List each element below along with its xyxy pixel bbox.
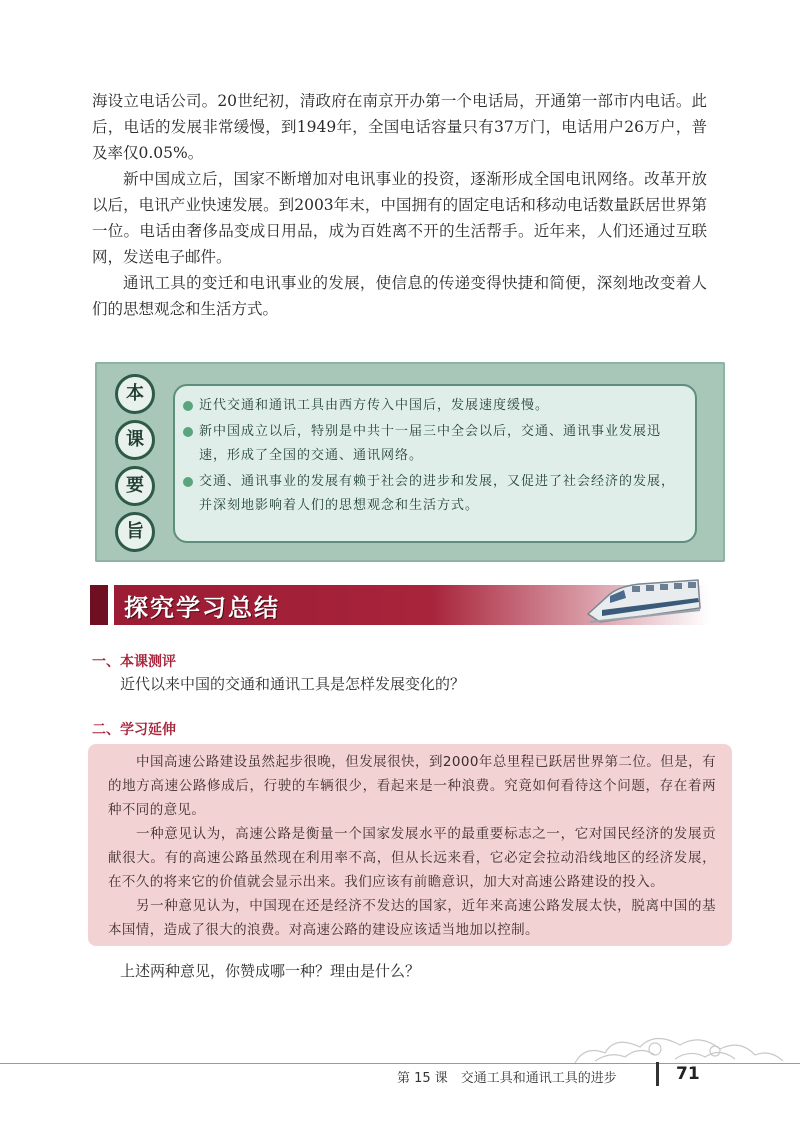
summary-item-1-text: 近代交通和通讯工具由西方传入中国后，发展速度缓慢。 (199, 398, 550, 413)
summary-label-char-3: 要 (115, 466, 155, 506)
summary-item-1 (199, 394, 679, 418)
extension-paragraph-3: 另一种意见认为，中国现在还是经济不发达的国家，近年来高速公路发展太快，脱离中国的基本国情，造成了很大的浪费。对高速公路的建设应该适当地加以控制。 (108, 898, 716, 938)
bullet-icon (183, 401, 193, 411)
extension-reading-box (88, 744, 732, 946)
summary-label-char-2: 课 (115, 420, 155, 460)
part2-heading: 二、学习延伸 (92, 722, 176, 738)
summary-item-3 (199, 470, 679, 518)
summary-content-panel (173, 384, 697, 543)
part2-question: 上述两种意见，你赞成哪一种？理由是什么？ (120, 962, 421, 980)
intro-paragraph-2: 新中国成立后，国家不断增加对电讯事业的投资，逐渐形成全国电讯网络。改革开放以后，电讯产业快速发展。到2003年末，中国拥有的固定电话和移动电话数量跃居世界第一位。电话由奢侈品变成日用品，成为百姓离不开的生活帮手。近年来，人们还通过互联网，发送电子邮件。 (92, 170, 707, 266)
footer-chapter-title: 第 15 课 交通工具和通讯工具的进步 (397, 1071, 617, 1086)
summary-label-char-1: 本 (115, 374, 155, 414)
summary-label-char-4: 旨 (115, 512, 155, 552)
intro-paragraph-3: 通讯工具的变迁和电讯事业的发展，使信息的传递变得快捷和简便，深刻地改变着人们的思想观念和生活方式。 (92, 274, 707, 318)
summary-item-3-text: 交通、通讯事业的发展有赖于社会的进步和发展，又促进了社会经济的发展，并深刻地影响着人们的思想观念和生活方式。 (199, 474, 676, 513)
extension-paragraph-2: 一种意见认为，高速公路是衡量一个国家发展水平的最重要标志之一，它对国民经济的发展贡献很大。有的高速公路虽然现在利用率不高，但从长远来看，它必定会拉动沿线地区的经济发展，在不久的将来它的价值就会显示出来。我们应该有前瞻意识，加大对高速公路建设的投入。 (108, 826, 716, 890)
page-number: 71 (676, 1064, 700, 1084)
part1-heading: 一、本课测评 (92, 654, 176, 670)
bullet-icon (183, 427, 193, 437)
section-title: 探究学习总结 (124, 594, 280, 622)
part1-question: 近代以来中国的交通和通讯工具是怎样发展变化的？ (120, 675, 466, 693)
train-icon (580, 572, 705, 632)
footer-separator (656, 1062, 659, 1086)
summary-item-2 (199, 420, 679, 468)
lesson-summary-box (95, 362, 725, 562)
intro-paragraph-1: 海设立电话公司。20世纪初，清政府在南京开办第一个电话局，开通第一部市内电话。此后，电话的发展非常缓慢，到1949年，全国电话容量只有37万门，电话用户26万户，普及率仅0.05%。 (92, 92, 707, 162)
summary-item-2-text: 新中国成立以后，特别是中共十一届三中全会以后，交通、通讯事业发展迅速，形成了全国的交通、通讯网络。 (199, 424, 662, 463)
bullet-icon (183, 477, 193, 487)
banner-block (90, 585, 108, 625)
extension-paragraph-1: 中国高速公路建设虽然起步很晚，但发展很快，到2000年总里程已跃居世界第二位。但是，有的地方高速公路修成后，行驶的车辆很少，看起来是一种浪费。究竟如何看待这个问题，存在着两种不同的意见。 (108, 754, 716, 818)
